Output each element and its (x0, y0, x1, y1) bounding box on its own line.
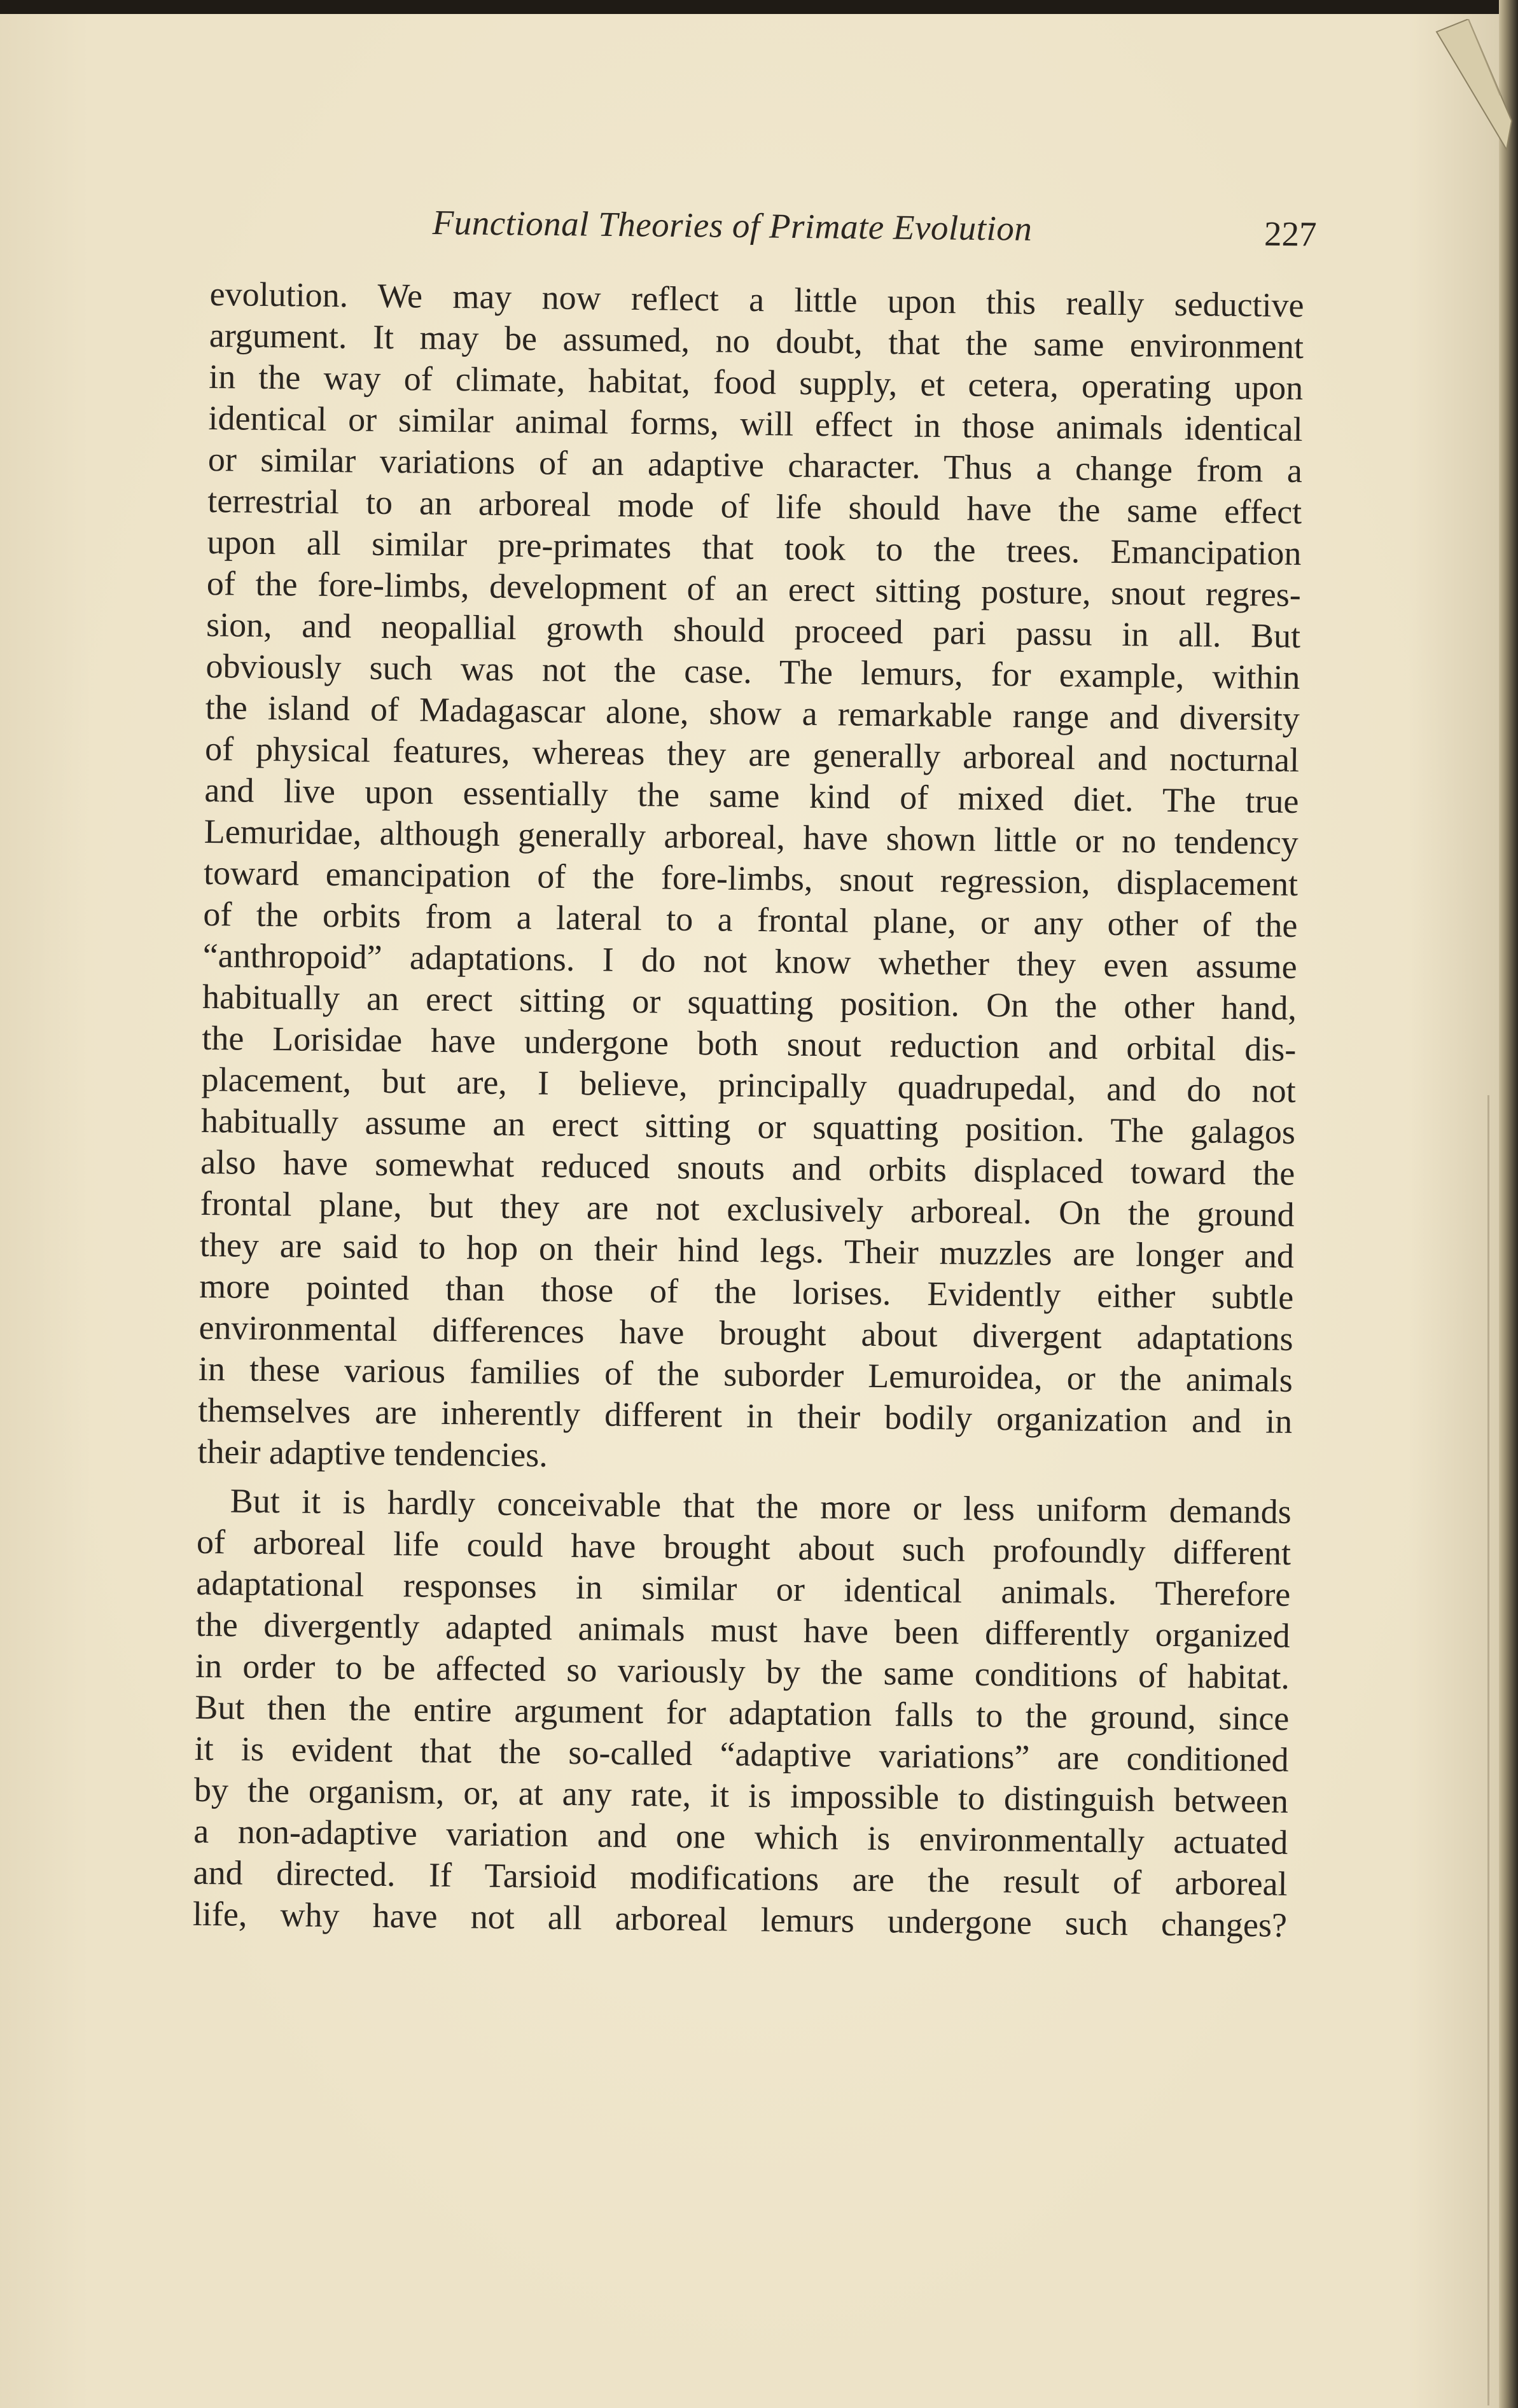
page-top-edge (0, 0, 1518, 14)
text-line: in order to be affected so variously by the same conditions of habitat. (195, 1646, 1290, 1696)
running-title: Functional Theories of Primate Evolution (432, 202, 1033, 248)
page-right-edge (1499, 0, 1518, 2408)
text-line: life, why have not all arboreal lemurs undergone such changes? (192, 1894, 1288, 1944)
text-line: and directed. If Tarsioid modifications are the result of arboreal (193, 1853, 1288, 1903)
text-line: of the orbits from a lateral to a frontal plane, or any other of the (203, 894, 1298, 945)
text-line: the Lorisidae have undergone both snout reduction and orbital dis- (202, 1018, 1297, 1069)
text-line: environmental differences have brought about divergent adaptations (198, 1308, 1293, 1358)
text-line: identical or similar animal forms, will effect in those animals identical (208, 398, 1303, 448)
text-line: argument. It may be assumed, no doubt, that the same environment (209, 315, 1304, 366)
text-line: themselves are inherently different in their bodily organization and in (197, 1390, 1293, 1441)
text-line: of the fore-limbs, development of an erect sitting posture, snout regres- (206, 564, 1302, 614)
text-line: frontal plane, but they are not exclusively arboreal. On the ground (200, 1184, 1295, 1234)
text-line: of arboreal life could have brought about such profoundly different (196, 1522, 1292, 1572)
text-line: the island of Madagascar alone, show a remarkable range and diversity (205, 688, 1300, 738)
text-line: of physical features, whereas they are generally arboreal and nocturnal (204, 729, 1300, 779)
text-line: they are said to hop on their hind legs. Their muzzles are longer and (199, 1225, 1295, 1275)
text-line: evolution. We may now reflect a little upon this really seductive (209, 274, 1304, 325)
text-line: in these various families of the suborder Lemuroidea, or the animals (198, 1349, 1293, 1399)
text-line: a non-adaptive variation and one which is environmentally actuated (193, 1811, 1288, 1862)
text-line: adaptational responses in similar or identical animals. Therefore (196, 1563, 1291, 1614)
text-line: “anthropoid” adaptations. I do not know whether they even assume (202, 936, 1297, 986)
running-header (432, 202, 1317, 256)
page-number: 227 (1264, 214, 1317, 254)
text-line: upon all similar pre-primates that took to the trees. Emancipation (207, 522, 1302, 572)
text-line: placement, but are, I believe, principally quadrupedal, and do not (201, 1060, 1296, 1110)
text-line: Lemuridae, although generally arboreal, have shown little or no tendency (204, 812, 1299, 862)
paragraph (193, 1480, 1292, 1946)
text-line: obviously such was not the case. The lemurs, for example, within (205, 646, 1300, 696)
text-line: and live upon essentially the same kind of mixed diet. The true (204, 770, 1299, 820)
page-edge-shadow (1487, 1095, 1489, 2405)
text-line: or similar variations of an adaptive character. Thus a change from a (207, 439, 1303, 490)
text-line: their adaptive tendencies. (197, 1432, 548, 1474)
text-line: habitually assume an erect sitting or squatting position. The galagos (200, 1101, 1296, 1151)
text-line: in the way of climate, habitat, food supply, et cetera, operating upon (208, 357, 1304, 408)
text-line: more pointed than those of the lorises. Evidently either subtle (199, 1266, 1294, 1317)
text-line: habitually an erect sitting or squatting position. On the other hand, (202, 977, 1297, 1027)
paragraph (197, 273, 1304, 1484)
text-line: toward emancipation of the fore-limbs, snout regression, displacement (203, 853, 1299, 903)
text-line: terrestrial to an arboreal mode of life should have the same effect (207, 481, 1302, 531)
folded-corner-icon (1430, 19, 1513, 153)
text-line: But then the entire argument for adaptation falls to the ground, since (195, 1687, 1290, 1738)
text-line: by the organism, or, at any rate, it is impossible to distinguish between (193, 1770, 1289, 1820)
text-line: also have somewhat reduced snouts and orbits displaced toward the (200, 1142, 1295, 1193)
text-line: the divergently adapted animals must have been differently organized (195, 1605, 1290, 1655)
body-text (193, 273, 1304, 1946)
text-line: it is evident that the so-called “adaptive variations” are conditioned (194, 1729, 1289, 1779)
text-line: sion, and neopallial growth should proceed pari passu in all. But (205, 605, 1301, 655)
text-line: But it is hardly conceivable that the more or less uniform demands (230, 1481, 1292, 1531)
